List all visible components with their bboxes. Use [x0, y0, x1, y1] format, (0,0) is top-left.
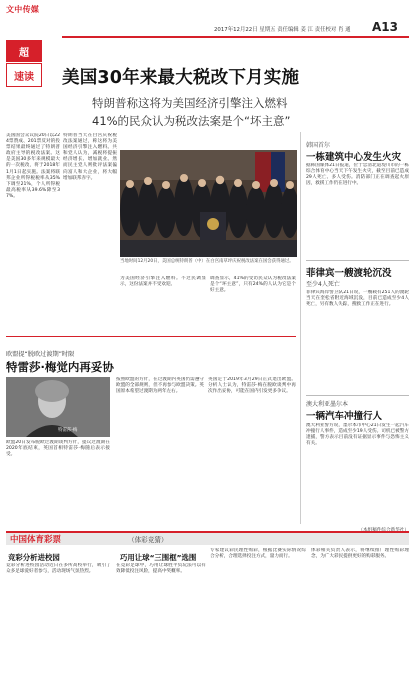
- lead-article-col-4: 调查显示，41%的受访民众认为税改法案是个“坏主意”，只有24%的人认为它是个好主意。: [210, 276, 296, 294]
- brief-2-subheadline: 至少4人死亡: [306, 281, 340, 288]
- lead-article-col-3: 为美国经济引擎注入燃料。不过民调显示，这份法案并不受欢迎。: [120, 276, 206, 288]
- brief-1-headline: 一栋建筑中心发生火灾: [306, 152, 402, 163]
- page-number: A13: [372, 20, 398, 34]
- main-headline: 美国30年来最大税改下月实施: [62, 68, 300, 88]
- lottery-story-2-headline: 巧用让球“三围框”选围: [120, 553, 197, 562]
- dateline: 2017年12月22日 星期五 责任编辑 姜 江 责任校对 肖 通: [214, 27, 351, 33]
- lottery-story-1-headline: 竞彩分析进校园: [8, 553, 60, 562]
- brief-3-body: 澳大利亚警方说，墨尔本市中心21日发生一起汽车冲撞行人事件，造成至少19人受伤。司机已被警方逮捕，警方表示目前没有证据显示事件与恐怖主义有关。: [306, 423, 409, 447]
- may-story-kicker: 欧盟提“脱欧过渡期”时限: [6, 351, 75, 358]
- lottery-col-2: 在竞彩足球中，巧用让球胜平负玩法可以有效降低投注风险，提高中奖概率。: [116, 563, 206, 575]
- news-photo: [120, 150, 297, 257]
- may-story-col-1: 欧盟20日发布脱欧过渡期谈判方针，提议过渡期在2020年底结束，英国首相特雷莎·梅随后表示接受。: [6, 440, 110, 458]
- brief-1-body: 据韩国媒体21日报道，位于忠清北道堤川市的一栋综合体育中心当天下午发生火灾，截至目前已造成29人死亡、多人受伤。消防部门正在调查起火原因，救援工作仍在进行中。: [306, 163, 409, 187]
- lottery-banner: [6, 531, 409, 545]
- section-tag-top: 超: [6, 40, 42, 62]
- subheadline-2: 41%的民众认为税改法案是个“坏主意”: [92, 114, 291, 128]
- may-story-headline: 特雷莎·梅觉内再妥协: [6, 360, 114, 374]
- may-story-col-3: 英国定于2019年3月29日正式退出欧盟。分析人士认为，特雷莎·梅在脱欧谈判中再次作出妥协，可能在国内引发更多争议。: [208, 377, 296, 395]
- subheadline-1: 特朗普称这将为美国经济引擎注入燃料: [92, 96, 288, 110]
- lottery-banner-subtitle: （体彩竞猜）: [128, 536, 168, 544]
- masthead-logo: 文中传媒: [6, 5, 40, 14]
- brief-2-headline: 菲律宾一艘渡轮沉没: [306, 268, 392, 279]
- lottery-col-3: 专家建议彩民理性购彩，根据比赛实际情况综合分析，合理选择投注方式，量力而行。: [210, 548, 306, 560]
- brief-3-kicker: 澳大利亚墨尔本: [306, 401, 349, 408]
- section-tag-bottom: 速读: [6, 63, 42, 87]
- brief-divider-1: [306, 260, 409, 261]
- may-photo-caption: 特雷莎·梅: [58, 428, 78, 433]
- brief-1-kicker: 韩国首尔: [306, 142, 331, 149]
- lottery-col-4: 体彩相关负责人表示，将继续推广理性购彩理念，为广大彩民提供更好的购彩服务。: [311, 548, 409, 560]
- column-divider: [300, 132, 301, 524]
- lottery-col-1: 竞彩分析进校园活动近日在多所高校举行，吸引了众多足球爱好者参与，活动现场气氛热烈。: [6, 563, 111, 575]
- brief-divider-2: [306, 395, 409, 396]
- may-story-rule: [6, 336, 296, 337]
- photo-caption: 当地时间12月20日，美国总统特朗普（中）在白宫南草坪庆祝税改法案在国会获得通过。: [120, 259, 294, 264]
- lead-article-col-2: 特朗普当天在白宫庆祝税改法案通过，称这将为美国经济引擎注入燃料。共和党人认为，减税将提振经济增长、增加就业。然而民主党人则批评法案偏向富人和大企业，将大幅增加联邦赤字。: [63, 133, 117, 181]
- lottery-banner-title: 中国体育彩票: [10, 535, 62, 545]
- lead-article-col-1: 美国国会众议院20日以224票赞成、201票反对的投票结果最终通过了特朗普政府主导的税改法案。这是美国30多年来规模最大的一次税改，将于2018年1月1日起实施。法案将联邦企业所得税税率从35%下调至21%，个人所得税最高税率从39.6%降至37%。: [6, 133, 60, 199]
- brief-2-body: 菲律宾海岸警卫队21日说，一艘载有251人的渡轮当天在奎松省附近海域沉没，目前已造成至少4人死亡，另有数人失踪，搜救工作正在进行。: [306, 290, 409, 308]
- may-story-col-2: 按照欧盟的方针，在过渡期内英国仍需遵守欧盟的全部规则，但不再参与欧盟决策。英国原本希望过渡期为两年左右。: [116, 377, 204, 395]
- brief-3-headline: 一辆汽车冲撞行人: [306, 411, 383, 422]
- header-rule: [62, 36, 409, 38]
